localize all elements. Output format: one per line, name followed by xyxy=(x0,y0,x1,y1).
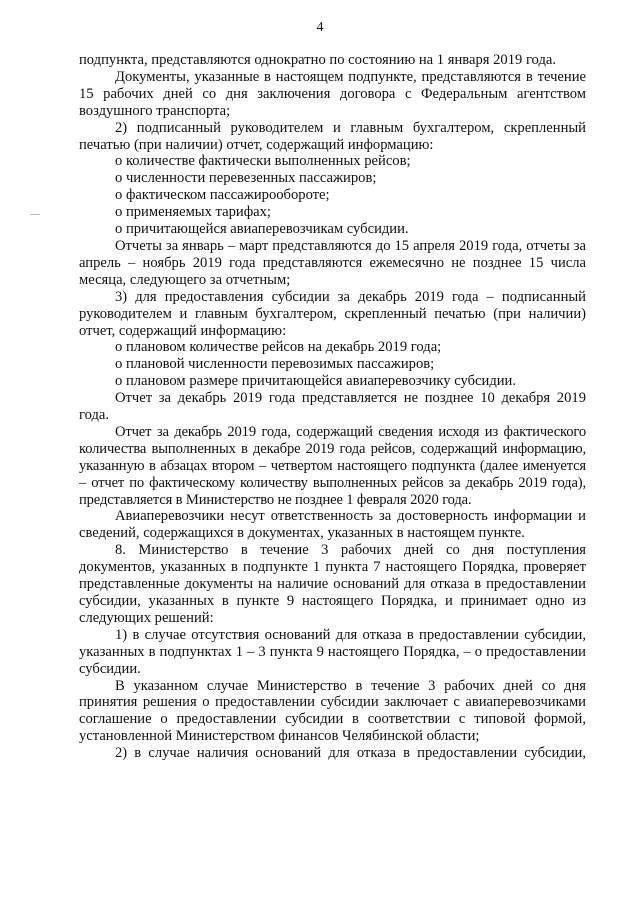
page-number: 4 xyxy=(316,20,324,35)
paragraph: 1) в случае отсутствия оснований для отказа в предоставлении субсидии, указанных в подпунктах 1 – 3 пункта 9 настоящего Порядка, – о предоставлении субсидии. xyxy=(79,626,586,677)
margin-mark xyxy=(30,214,40,215)
paragraph: Отчет за декабрь 2019 года представляется не позднее 10 декабря 2019 года. xyxy=(79,390,586,424)
paragraph: Отчет за декабрь 2019 года, содержащий сведения исходя из фактического количества выполненных в декабре 2019 года рейсов, содержащий информацию, указанную в абзацах втором – четвертом настоящего подпункта (далее именуется – отчет по фактическому количеству выполненных рейсов за декабрь 2019 года), представляется в Министерство не позднее 1 февраля 2020 года. xyxy=(79,423,586,508)
paragraph: Отчеты за январь – март представляются до 15 апреля 2019 года, отчеты за апрель – ноябрь 2019 года представляются ежемесячно не позднее 15 числа месяца, следующего за отчетным; xyxy=(79,237,586,288)
paragraph: Документы, указанные в настоящем подпункте, представляются в течение 15 рабочих дней со дня заключения договора с Федеральным агентством воздушного транспорта; xyxy=(79,68,586,119)
paragraph: подпункта, представляются однократно по состоянию на 1 января 2019 года. xyxy=(79,52,556,68)
paragraph: о плановом количестве рейсов на декабрь 2019 года; xyxy=(115,339,442,356)
paragraph: о применяемых тарифах; xyxy=(115,204,271,221)
paragraph: 2) в случае наличия оснований для отказа в предоставлении субсидии, xyxy=(115,745,586,762)
document-body xyxy=(79,52,586,762)
paragraph: Авиаперевозчики несут ответственность за достоверность информации и сведений, содержащихся в документах, указанных в настоящем пункте. xyxy=(79,508,586,542)
paragraph: о плановом размере причитающейся авиаперевозчику субсидии. xyxy=(115,373,517,390)
paragraph: В указанном случае Министерство в течение 3 рабочих дней со дня принятия решения о предоставлении субсидии заключает с авиаперевозчиками соглашение о предоставлении субсидии в соответствии с типовой формой, установленной Министерством финансов Челябинской области; xyxy=(79,677,586,745)
paragraph: 8. Министерство в течение 3 рабочих дней со дня поступления документов, указанных в подпункте 1 пункта 7 настоящего Порядка, проверяет представленные документы на наличие оснований для отказа в предоставлении субсидии, указанных в пункте 9 настоящего Порядка, и принимает одно из следующих решений: xyxy=(79,542,586,626)
paragraph: о количестве фактически выполненных рейсов; xyxy=(115,153,411,170)
paragraph: 3) для предоставления субсидии за декабрь 2019 года – подписанный руководителем и главным бухгалтером, скрепленный печатью (при наличии) отчет, содержащий информацию: xyxy=(79,288,586,339)
paragraph: о фактическом пассажирообороте; xyxy=(115,187,330,204)
paragraph: о причитающейся авиаперевозчикам субсидии. xyxy=(115,221,409,238)
paragraph: 2) подписанный руководителем и главным бухгалтером, скрепленный печатью (при наличии) отчет, содержащий информацию: xyxy=(79,119,586,153)
paragraph: о численности перевезенных пассажиров; xyxy=(115,170,377,187)
paragraph: о плановой численности перевозимых пассажиров; xyxy=(115,356,435,373)
